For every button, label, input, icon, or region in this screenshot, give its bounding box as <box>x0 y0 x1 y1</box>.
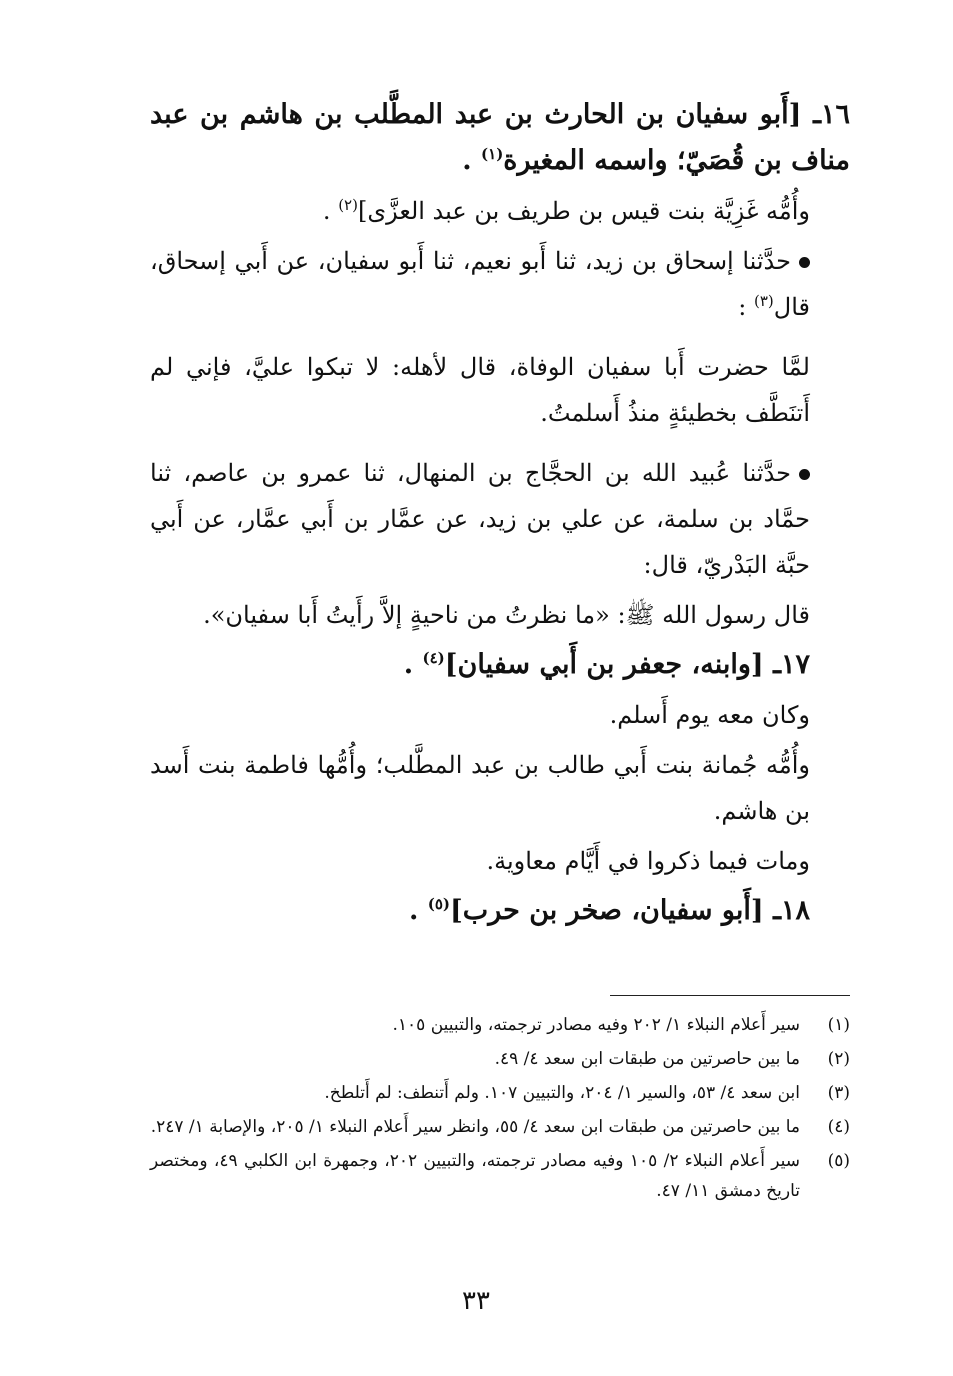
footnote-divider <box>610 995 850 996</box>
entry-16-mother <box>150 188 850 234</box>
footnote-number: (٣) <box>827 1083 850 1103</box>
footnote-number: (١) <box>827 1015 850 1035</box>
entry-18-heading-end: . <box>408 895 428 926</box>
footnote-text: سير أَعلام النبلاء ٢/ ١٠٥ وفيه مصادر ترجمته، والتبيين ٢٠٢، وجمهرة ابن الكلبي ٤٩، ومختصر تاريخ دمشق ١١/ ٤٧. <box>150 1151 801 1201</box>
entry-16-heading <box>150 92 850 184</box>
bullet-icon <box>799 469 810 480</box>
entry-16-quote-2: قال رسول الله ﷺ: «ما نظرتُ من ناحيةٍ إلاَّ رأَيتُ أَبا سفيان». <box>203 601 810 629</box>
entry-17-line-1: وكان معه يوم أَسلم. <box>609 701 810 729</box>
footnote-item <box>150 1146 850 1206</box>
entry-18-heading-text: ١٨ـ [أَبو سفيان، صخر بن حرب] <box>450 895 810 926</box>
entry-16-mother-text: وأُمُّه غَزِيَّة بنت قيس بن طريف بن عبد العزَّى] <box>357 197 810 225</box>
entry-16-isnad-1 <box>150 238 850 330</box>
footnote-number: (٥) <box>827 1151 850 1171</box>
footnote-number: (٤) <box>827 1117 850 1137</box>
entry-17-line-2: وأُمُّه جُمانة بنت أَبي طالب بن عبد المطَّلب؛ وأُمُّها فاطمة بنت أَسد بن هاشم. <box>150 751 811 825</box>
entry-16-isnad-1-end: : <box>738 293 754 321</box>
main-text <box>150 92 850 938</box>
entry-16-heading-text: ١٦ـ [أَبو سفيان بن الحارث بن عبد المطَّلب بن هاشم بن عبد مناف بن قُصَيّ؛ واسمه المغيرة <box>150 99 850 176</box>
entry-17-heading <box>150 642 850 688</box>
entry-18-heading <box>150 888 850 934</box>
entry-17-heading-end: . <box>403 649 423 680</box>
footnote-ref-4[interactable]: (٤) <box>422 649 445 667</box>
footnote-item <box>150 1078 850 1108</box>
entry-17-line-3: ومات فيما ذكروا في أَيَّام معاوية. <box>486 847 810 875</box>
footnote-text: ما بين حاصرتين من طبقات ابن سعد ٤/ ٥٥، وانظر سير أَعلام النبلاء ١/ ٢٠٥، والإصابة ١/ ٢٤٧. <box>150 1117 800 1137</box>
footnote-item <box>150 1112 850 1142</box>
entry-16-quote-1: لمَّا حضرت أَبا سفيان الوفاة، قال لأهله: لا تبكوا عليَّ، فإني لم أَتنَطَّف بخطيئةٍ منذُ أَسلمتُ. <box>150 353 810 427</box>
footnote-number: (٢) <box>827 1049 850 1069</box>
bullet-icon <box>799 257 810 268</box>
footnote-text: ابن سعد ٤/ ٥٣، والسير ١/ ٢٠٤، والتبيين ١٠٧. ولم أَتنطف: لم أَتلطخ. <box>324 1083 800 1103</box>
footnote-ref-2[interactable]: (٢) <box>338 196 358 214</box>
entry-17-heading-text: ١٧ـ [وابنه، جعفر بن أَبي سفيان] <box>444 649 810 680</box>
footnote-item <box>150 1010 850 1040</box>
entry-16-mother-end: . <box>322 197 339 225</box>
footnote-ref-1[interactable]: (١) <box>481 145 504 163</box>
page-number: ٣٣ <box>462 1286 490 1316</box>
footnote-text: ما بين حاصرتين من طبقات ابن سعد ٤/ ٤٩. <box>494 1049 800 1069</box>
entry-16-isnad-2 <box>150 450 850 588</box>
entry-16-heading-end: . <box>462 145 482 176</box>
entry-16-isnad-1-text: حدَّثنا إسحاق بن زيد، ثنا أَبو نعيم، ثنا أَبو سفيان، عن أَبي إسحاق، قال <box>150 247 810 321</box>
entry-16-isnad-2-text: حدَّثنا عُبيد الله بن الحجَّاج بن المنهال، ثنا عمرو بن عاصم، ثنا حمَّاد بن سلمة، عن علي بن زيد، عن عمَّار بن أَبي عمَّار، عن أَبي حبَّة البَدْريّ، قال: <box>150 459 810 579</box>
footnote-text: سير أَعلام النبلاء ١/ ٢٠٢ وفيه مصادر ترجمته، والتبيين ١٠٥. <box>392 1015 800 1035</box>
footnote-ref-5[interactable]: (٥) <box>427 895 451 913</box>
footnote-ref-3[interactable]: (٣) <box>753 292 774 310</box>
footnote-item <box>150 1044 850 1074</box>
footnotes <box>150 1010 850 1210</box>
